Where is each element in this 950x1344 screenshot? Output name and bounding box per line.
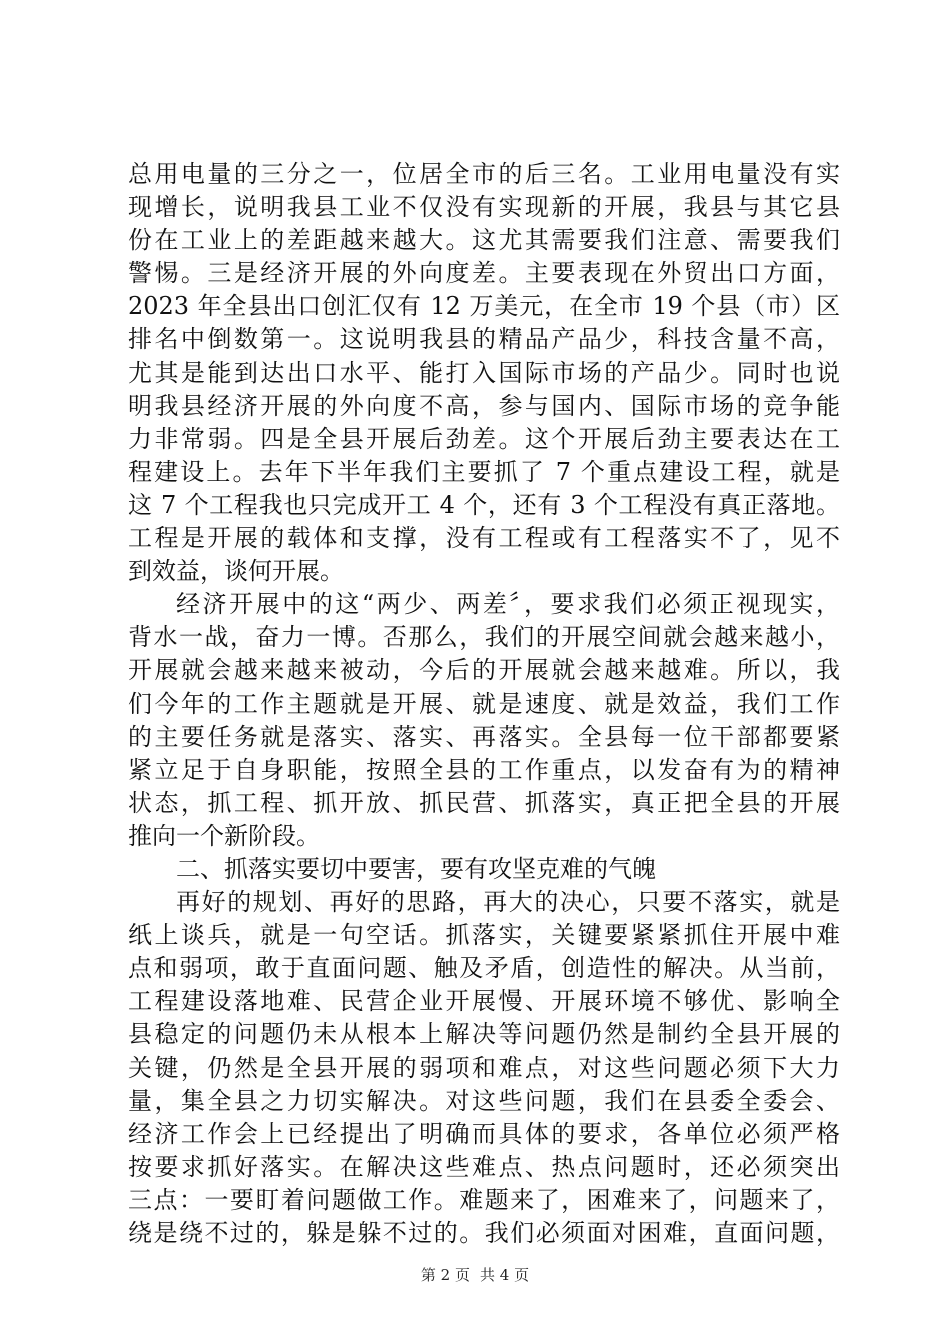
text-line: 到效益，谈何开展。	[128, 557, 344, 586]
text-line: 份在工业上的差距越来越大。这尤其需要我们注意、需要我们	[128, 226, 840, 255]
text-line: 这 7 个工程我也只完成开工 4 个，还有 3 个工程没有真正落地。	[128, 490, 840, 519]
text-line: 量，集全县之力切实解决。对这些问题，我们在县委全委会、	[128, 1086, 840, 1115]
text-line: 经济开展中的这“两少、两差〞，要求我们必须正视现实，	[176, 590, 840, 619]
text-line: 力非常弱。四是全县开展后劲差。这个开展后劲主要表达在工	[128, 424, 840, 453]
text-line: 开展就会越来越来被动，今后的开展就会越来越难。所以，我	[128, 656, 840, 685]
text-line: 背水一战，奋力一博。否那么，我们的开展空间就会越来越小，	[128, 623, 840, 652]
text-line: 推向一个新阶段。	[128, 821, 320, 850]
text-line: 们今年的工作主题就是开展、就是速度、就是效益，我们工作	[128, 689, 840, 718]
text-line: 工程建设落地难、民营企业开展慢、开展环境不够优、影响全	[128, 987, 840, 1016]
text-line: 经济工作会上已经提出了明确而具体的要求，各单位必须严格	[128, 1119, 840, 1148]
text-line: 尤其是能到达出口水平、能打入国际市场的产品少。同时也说	[128, 358, 840, 387]
text-line: 纸上谈兵，就是一句空话。抓落实，关键要紧紧抓住开展中难	[128, 921, 840, 950]
text-line: 按要求抓好落实。在解决这些难点、热点问题时，还必须突出	[128, 1152, 840, 1181]
text-line: 关键，仍然是全县开展的弱项和难点，对这些问题必须下大力	[128, 1053, 840, 1082]
text-line: 现增长，说明我县工业不仅没有实现新的开展，我县与其它县	[128, 193, 840, 222]
text-line: 二、抓落实要切中要害，要有攻坚克难的气魄	[176, 854, 656, 883]
text-line: 状态，抓工程、抓开放、抓民营、抓落实，真正把全县的开展	[128, 788, 840, 817]
page-number: 第 2 页	[420, 1266, 470, 1284]
text-line: 排名中倒数第一。这说明我县的精品产品少，科技含量不高，	[128, 325, 840, 354]
text-line: 再好的规划、再好的思路，再大的决心，只要不落实，就是	[176, 888, 840, 917]
text-line: 的主要任务就是落实、落实、再落实。全县每一位干部都要紧	[128, 722, 840, 751]
text-line: 点和弱项，敢于直面问题、触及矛盾，创造性的解决。从当前，	[128, 954, 840, 983]
text-line: 三点：一要盯着问题做工作。难题来了，困难来了，问题来了，	[128, 1185, 840, 1214]
page-total: 共 4 页	[480, 1266, 530, 1284]
text-line: 程建设上。去年下半年我们主要抓了 7 个重点建设工程，就是	[128, 457, 840, 486]
text-line: 工程是开展的载体和支撑，没有工程或有工程落实不了，见不	[128, 524, 840, 553]
text-line: 总用电量的三分之一，位居全市的后三名。工业用电量没有实	[128, 160, 840, 188]
text-line: 2023 年全县出口创汇仅有 12 万美元，在全市 19 个县（市）区	[128, 292, 840, 321]
body-text	[128, 158, 840, 1250]
text-line: 县稳定的问题仍未从根本上解决等问题仍然是制约全县开展的	[128, 1020, 840, 1049]
text-line: 紧立足于自身职能，按照全县的工作重点，以发奋有为的精神	[128, 755, 840, 784]
text-line: 明我县经济开展的外向度不高，参与国内、国际市场的竞争能	[128, 391, 840, 420]
text-line: 警惕。三是经济开展的外向度差。主要表现在外贸出口方面，	[128, 259, 840, 288]
text-line: 绕是绕不过的，躲是躲不过的。我们必须面对困难，直面问题，	[128, 1219, 840, 1247]
page-footer	[0, 1265, 950, 1285]
